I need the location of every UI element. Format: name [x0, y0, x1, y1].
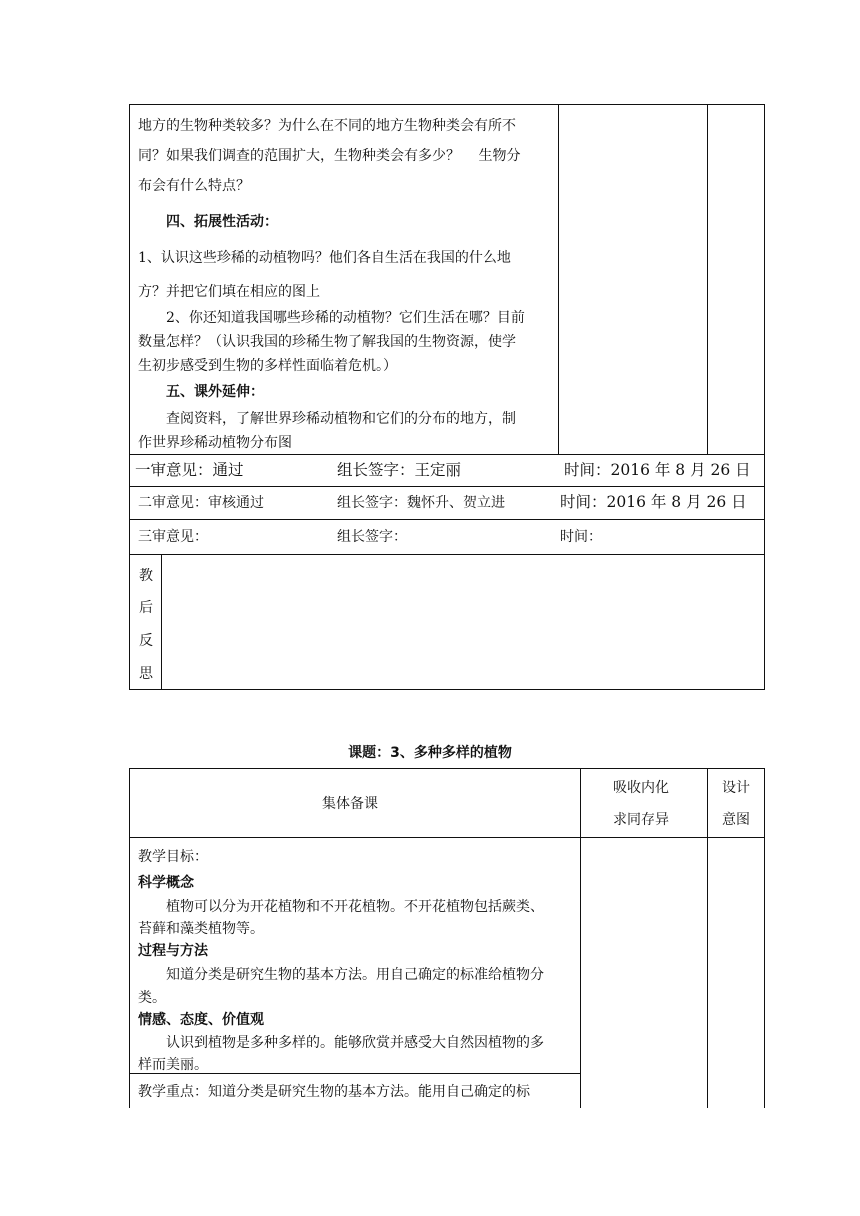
review-1-time: 时间：2016 年 8 月 26 日 [564, 461, 751, 479]
review-2-signer: 组长签字：魏怀升、贺立进 [337, 495, 505, 511]
reflection-label-char: 反 [139, 633, 153, 649]
process-method-heading: 过程与方法 [138, 943, 208, 959]
review-3-signer: 组长签字： [337, 529, 407, 545]
reflection-label-char: 教 [139, 568, 153, 584]
lesson-title: 课题：3、多种多样的植物 [348, 745, 512, 761]
process-method-line: 类。 [138, 990, 166, 1006]
review-2-time: 时间：2016 年 8 月 26 日 [560, 493, 747, 511]
activity-1-line: 1、认识这些珍稀的动植物吗？他们各自生活在我国的什么地 [138, 250, 511, 266]
emotion-values-line: 样而美丽。 [138, 1057, 208, 1073]
review-1-signer: 组长签字：王定丽 [337, 461, 462, 479]
extension-line: 作世界珍稀动植物分布图 [138, 435, 292, 451]
body-line: 地方的生物种类较多？为什么在不同的地方生物种类会有所不 [138, 118, 516, 134]
header-absorb: 求同存异 [613, 812, 669, 828]
science-concept-heading: 科学概念 [138, 875, 194, 891]
key-point: 教学重点：知道分类是研究生物的基本方法。能用自己确定的标 [138, 1084, 530, 1100]
review-1-opinion: 一审意见：通过 [135, 461, 244, 479]
process-method-line: 知道分类是研究生物的基本方法。用自己确定的标准给植物分 [166, 967, 544, 983]
science-concept-line: 苔藓和藻类植物等。 [138, 921, 264, 937]
header-absorb: 吸收内化 [613, 780, 669, 796]
header-design-intent: 设计 [722, 780, 750, 796]
body-line: 同？如果我们调查的范围扩大，生物种类会有多少？ 生物分 [138, 148, 521, 164]
activity-2-line: 2、你还知道我国哪些珍稀的动植物？它们生活在哪？目前 [166, 310, 525, 326]
section-4-heading: 四、拓展性活动： [166, 214, 278, 230]
header-collective-prep: 集体备课 [322, 796, 378, 812]
review-2-opinion: 二审意见：审核通过 [138, 495, 264, 511]
section-5-heading: 五、课外延伸： [166, 384, 264, 400]
activity-2-line: 生初步感受到生物的多样性面临着危机。） [138, 358, 397, 374]
reflection-label-char: 后 [139, 600, 153, 616]
emotion-values-line: 认识到植物是多种多样的。能够欣赏并感受大自然因植物的多 [166, 1035, 544, 1051]
activity-1-line: 方？并把它们填在相应的图上 [138, 284, 320, 300]
header-design-intent: 意图 [722, 812, 750, 828]
teaching-goals-label: 教学目标： [138, 849, 208, 865]
extension-line: 查阅资料，了解世界珍稀动植物和它们的分布的地方，制 [166, 411, 516, 427]
review-3-time: 时间： [560, 529, 602, 545]
activity-2-line: 数量怎样？（认识我国的珍稀生物了解我国的生物资源，使学 [138, 334, 516, 350]
body-line: 布会有什么特点？ [138, 178, 250, 194]
reflection-label-char: 思 [139, 666, 153, 682]
review-3-opinion: 三审意见： [138, 529, 208, 545]
science-concept-line: 植物可以分为开花植物和不开花植物。不开花植物包括蕨类、 [166, 899, 544, 915]
emotion-values-heading: 情感、态度、价值观 [138, 1012, 264, 1028]
